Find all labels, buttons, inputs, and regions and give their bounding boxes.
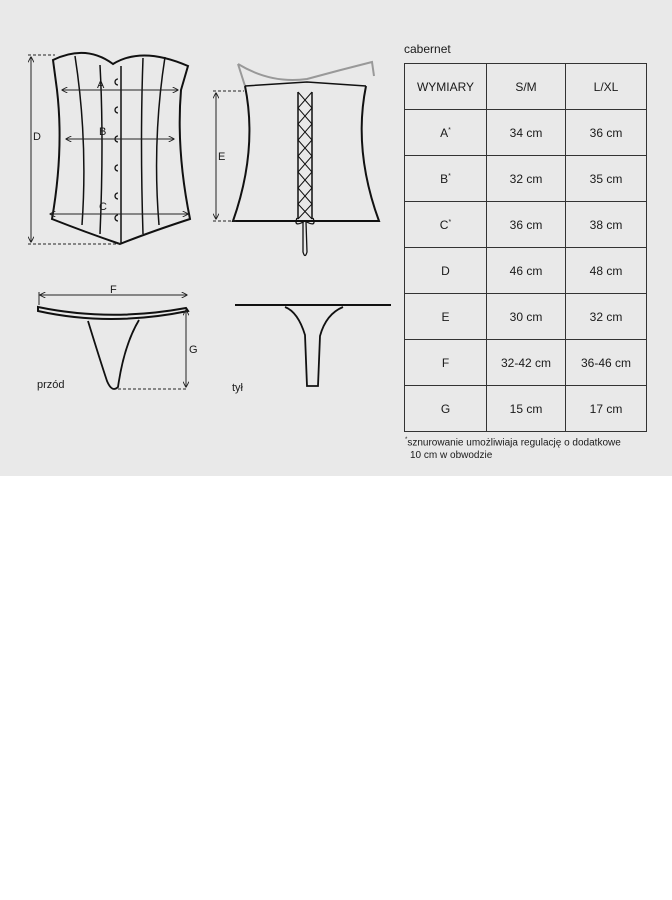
table-row	[405, 202, 647, 248]
table-row	[405, 340, 647, 386]
thong-back-drawing	[235, 305, 391, 386]
label-front-view: przód	[37, 379, 65, 391]
row-label: D	[405, 248, 487, 294]
product-name: cabernet	[404, 42, 451, 56]
header-cell-size-lxl: L/XL	[566, 64, 647, 110]
value-sm: 32 cm	[487, 156, 566, 202]
label-back-view: tył	[232, 382, 243, 394]
footnote-line-1: *sznurowanie umożliwiaja regulację o dodatkowe	[405, 437, 621, 449]
value-lxl: 17 cm	[566, 386, 647, 432]
header-cell-size-sm: S/M	[487, 64, 566, 110]
table-row	[405, 248, 647, 294]
row-label: E	[405, 294, 487, 340]
table-row	[405, 110, 647, 156]
corset-front-drawing	[52, 53, 190, 244]
thong-front-drawing	[38, 307, 188, 389]
row-label: G	[405, 386, 487, 432]
dim-label-A: A	[97, 79, 105, 91]
table-row	[405, 156, 647, 202]
header-cell-dimensions: WYMIARY	[405, 64, 487, 110]
value-lxl: 32 cm	[566, 294, 647, 340]
dim-label-B: B	[99, 126, 107, 138]
value-lxl: 36-46 cm	[566, 340, 647, 386]
size-table	[404, 63, 647, 432]
row-label: B*	[405, 156, 487, 202]
dim-label-G: G	[189, 344, 198, 356]
value-lxl: 48 cm	[566, 248, 647, 294]
value-sm: 32-42 cm	[487, 340, 566, 386]
corset-back-drawing	[233, 62, 379, 256]
dim-label-C: C	[99, 201, 107, 213]
footnote	[405, 434, 655, 462]
footnote-line-2: 10 cm w obwodzie	[410, 450, 493, 462]
value-sm: 46 cm	[487, 248, 566, 294]
value-lxl: 35 cm	[566, 156, 647, 202]
table-row	[405, 294, 647, 340]
value-sm: 15 cm	[487, 386, 566, 432]
dim-label-F: F	[110, 284, 117, 296]
value-lxl: 38 cm	[566, 202, 647, 248]
row-label: C*	[405, 202, 487, 248]
row-label: F	[405, 340, 487, 386]
value-sm: 36 cm	[487, 202, 566, 248]
table-header-row	[405, 64, 647, 110]
value-sm: 30 cm	[487, 294, 566, 340]
value-sm: 34 cm	[487, 110, 566, 156]
garment-sketches	[0, 0, 400, 476]
dimension-lines-front-thong	[39, 292, 187, 389]
row-label: A*	[405, 110, 487, 156]
value-lxl: 36 cm	[566, 110, 647, 156]
dim-label-E: E	[218, 151, 226, 163]
table-row	[405, 386, 647, 432]
dim-label-D: D	[33, 131, 41, 143]
